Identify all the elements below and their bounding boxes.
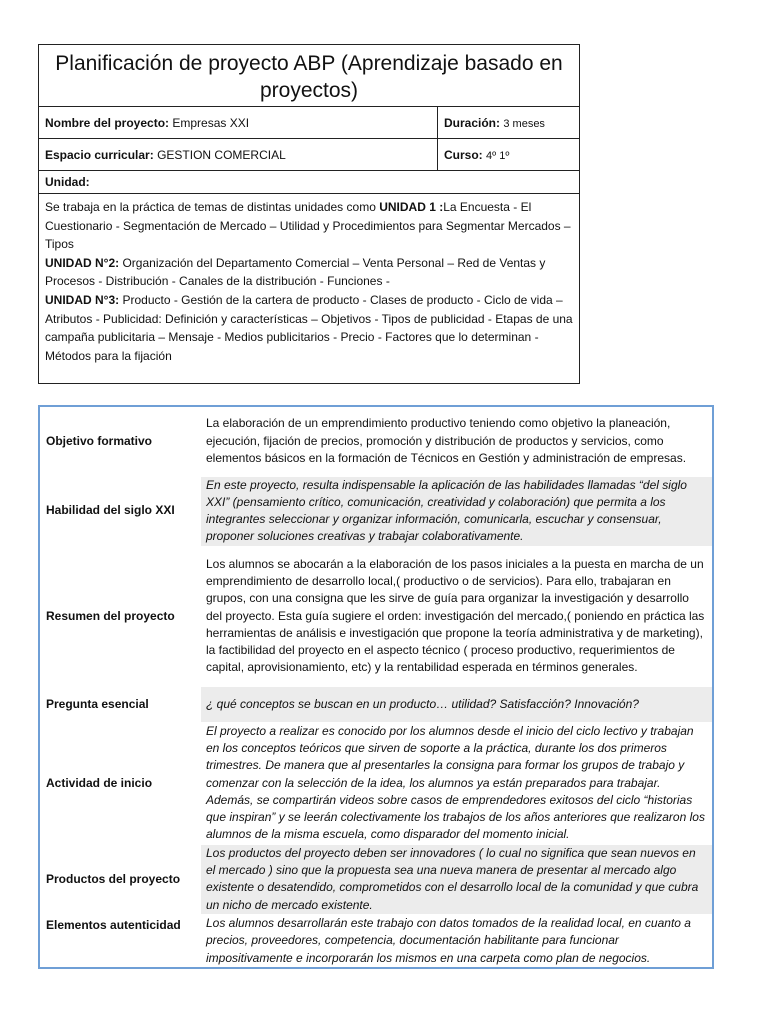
unit2-text: Organización del Departamento Comercial – Venta Personal – Red de Ventas y Procesos - Distribución - Canales de la distribución - Funciones - bbox=[45, 255, 546, 289]
unit-intro: Se trabaja en la práctica de temas de distintas unidades como bbox=[45, 200, 380, 214]
course-cell bbox=[438, 139, 580, 171]
unit-label: Unidad: bbox=[39, 171, 580, 194]
row-text: La elaboración de un emprendimiento productivo teniendo como objetivo la planeación, ejecución, fijación de precios, promoción y distribución de productos y servicios, como elementos básicos en la formación de Técnicos en Gestión y administración de empresas. bbox=[201, 406, 714, 476]
row-text: Los productos del proyecto deben ser innovadores ( lo cual no significa que sean nuevos en el mercado ) sino que la propuesta sea una nueva manera de presentar al mercado algo existente o desatendido, comprometidos con el desarrollo local de la comunidad y que cubra un nicho de mercado existente. bbox=[201, 844, 714, 914]
table-row bbox=[39, 406, 713, 476]
curricular-space-cell bbox=[39, 139, 438, 171]
course-value: 4º 1º bbox=[486, 149, 510, 162]
table-row bbox=[39, 546, 713, 686]
row-label: Elementos autenticidad bbox=[39, 914, 201, 967]
row-text: Los alumnos se abocarán a la elaboración de los pasos iniciales a la puesta en marcha de un emprendimiento de desarrollo local,( productivo o de servicios). Para ello, trabajaran en grupos, con una consigna que les sirve de guía para organizar la investigación y desarrollo del proyecto. Esta guía sugiere el orden: investigación del mercado,( poniendo en práctica las herramientas de análisis e investigación que propone la teoría administrativa y de marketing), la factibilidad del proyecto en el aspecto técnico ( proceso productivo, requerimientos de capital, aprovisionamiento, etc) y la rentabilidad esperada en términos generales. bbox=[201, 546, 714, 686]
course-label: Curso: bbox=[444, 147, 483, 162]
unit3-text: Producto - Gestión de la cartera de producto - Clases de producto - Ciclo de vida – Atributos - Publicidad: Definición y características – Objetivos - Tipos de publicidad - Etapas de una campaña publicitaria – Mensaje - Medios publicitarios - Precio - Factores que lo determinan - Métodos para la fijación bbox=[45, 292, 573, 363]
duration-cell bbox=[438, 107, 580, 139]
table-row bbox=[39, 844, 713, 914]
row-label: Actividad de inicio bbox=[39, 722, 201, 844]
row-label: Objetivo formativo bbox=[39, 406, 201, 476]
duration-label: Duración: bbox=[444, 115, 501, 130]
page-title: Planificación de proyecto ABP (Aprendizaje basado en proyectos) bbox=[39, 45, 580, 107]
row-text: Los alumnos desarrollarán este trabajo con datos tomados de la realidad local, en cuanto a precios, proveedores, competencia, documentación habilitante para funcionar impositivamente e incorporarán los mismos en una carpeta como plan de negocios. bbox=[201, 914, 714, 967]
row-label: Habilidad del siglo XXI bbox=[39, 476, 201, 546]
planning-header-table bbox=[38, 44, 580, 384]
table-row bbox=[39, 914, 713, 967]
unit2-label: UNIDAD N°2: bbox=[45, 255, 120, 270]
project-name-cell bbox=[39, 107, 438, 139]
curricular-space-label: Espacio curricular: bbox=[45, 147, 154, 162]
curricular-space-value: GESTION COMERCIAL bbox=[157, 147, 286, 162]
row-text: El proyecto a realizar es conocido por los alumnos desde el inicio del ciclo lectivo y trabajan en los conceptos teóricos que sirven de soporte a la práctica, durante los dos primeros trimestres. De manera que al presentarles la consigna para formar los grupos de trabajo y comenzar con la selección de la idea, los alumnos ya están preparados para trabajar. Además, se compartirán videos sobre casos de emprendedores exitosos del ciclo “historias que inspiran” y se leerán colectivamente los trabajos de los años anteriores que realizaron los alumnos de la misma escuela, como disparador del momento inicial. bbox=[201, 722, 714, 844]
project-name-value: Empresas XXI bbox=[172, 115, 250, 130]
table-row bbox=[39, 722, 713, 844]
row-text: ¿ qué conceptos se buscan en un producto… utilidad? Satisfacción? Innovación? bbox=[201, 686, 714, 722]
project-details-table bbox=[38, 405, 714, 969]
unit1-label: UNIDAD 1 : bbox=[379, 200, 444, 214]
unit1-text: La Encuesta - El Cuestionario - Segmentación de Mercado – Utilidad y Procedimientos para Segmentar Mercados – Tipos bbox=[45, 200, 571, 252]
duration-value: 3 meses bbox=[503, 117, 545, 130]
row-label: Productos del proyecto bbox=[39, 844, 201, 914]
project-name-label: Nombre del proyecto: bbox=[45, 115, 170, 130]
unit-description bbox=[39, 194, 580, 384]
row-label: Pregunta esencial bbox=[39, 686, 201, 722]
row-label: Resumen del proyecto bbox=[39, 546, 201, 686]
table-row bbox=[39, 686, 713, 722]
table-row bbox=[39, 476, 713, 546]
row-text: En este proyecto, resulta indispensable la aplicación de las habilidades llamadas “del siglo XXI” (pensamiento crítico, comunicación, creatividad y colaboración) que permita a los integrantes seleccionar y organizar información, comunicarla, escuchar y consensuar, proponer soluciones creativas y trabajar colaborativamente. bbox=[201, 476, 714, 546]
unit3-label: UNIDAD N°3: bbox=[45, 292, 120, 307]
